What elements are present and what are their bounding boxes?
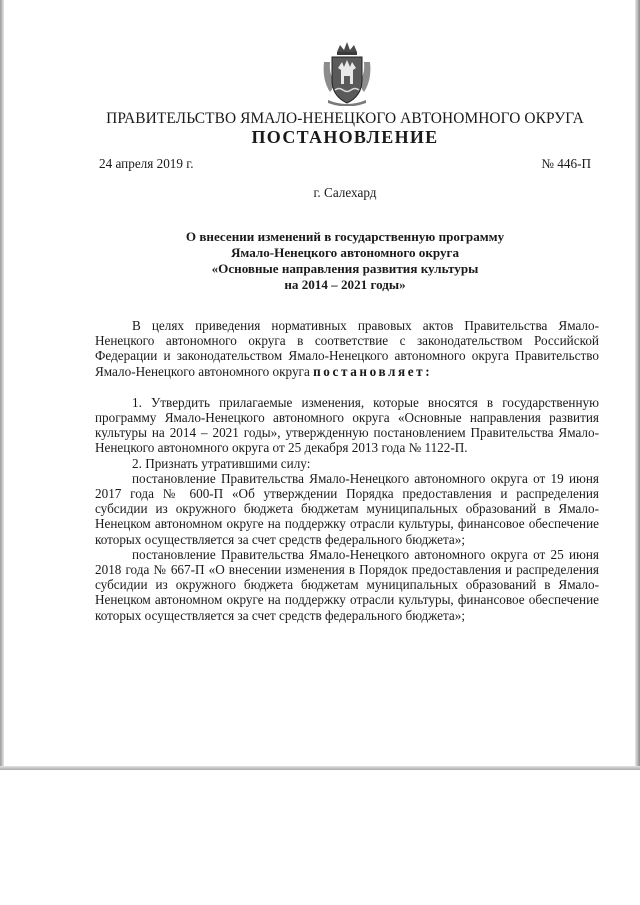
item-1: 1. Утвердить прилагаемые изменения, которые вносятся в государственную программу Ямало-Ненецкого автономного округа «Основные направления развития культуры на 2014 – 2021 годы», утвержденную постановлением Правительства Ямало-Ненецкого автономного округа от 25 декабря 2013 года № 1122-П.	[95, 394, 599, 456]
item-2: 2. Признать утратившими силу:	[132, 455, 311, 471]
preamble-paragraph	[95, 318, 599, 379]
document-title	[130, 229, 560, 293]
document-city: г. Салехард	[313, 185, 377, 200]
title-line: на 2014 – 2021 годы»	[284, 277, 406, 292]
item-2-repealed-act: постановление Правительства Ямало-Ненецкого автономного округа от 19 июня 2017 года № 600-П «Об утверждении Порядка предоставления и распределения субсидии из окружного бюджета бюджетам муниципальных образований в Ямало-Ненецком автономном округе на поддержку отрасли культуры, финансовое обеспечение которых осуществляется за счет средств федерального бюджета»;	[95, 470, 599, 547]
title-line: Ямало-Ненецкого автономного округа	[230, 245, 460, 260]
page-edge-shadow	[635, 0, 640, 770]
page-edge-shadow	[0, 766, 640, 770]
document-body	[95, 318, 599, 623]
document-number: № 446-П	[541, 156, 591, 171]
resolves-word: постановляет:	[313, 363, 433, 379]
document-date: 24 апреля 2019 г.	[99, 156, 194, 171]
title-line: «Основные направления развития культуры	[211, 261, 479, 276]
coat-of-arms-icon	[320, 40, 374, 106]
title-line: О внесении изменений в государственную программу	[185, 229, 505, 244]
item-2-repealed-act: постановление Правительства Ямало-Ненецкого автономного округа от 25 июня 2018 года № 667-П «О внесении изменения в Порядок предоставления и распределения субсидии из окружного бюджета бюджетам муниципальных образований в Ямало-Ненецком автономном округе на поддержку отрасли культуры, финансовое обеспечение которых осуществляется за счет средств федерального бюджета»;	[95, 546, 599, 623]
document-type: ПОСТАНОВЛЕНИЕ	[251, 127, 439, 147]
preamble-text: В целях приведения нормативных правовых актов Правительства Ямало-Ненецкого автономного округа в соответствие с законодательством Российской Федерации и законодательством Ямало-Ненецкого автономного округа Правительство Ямало-Ненецкого автономного округа	[95, 318, 599, 379]
government-name: ПРАВИТЕЛЬСТВО ЯМАЛО-НЕНЕЦКОГО АВТОНОМНОГО ОКРУГА	[106, 110, 584, 127]
page-edge-shadow	[0, 0, 4, 770]
